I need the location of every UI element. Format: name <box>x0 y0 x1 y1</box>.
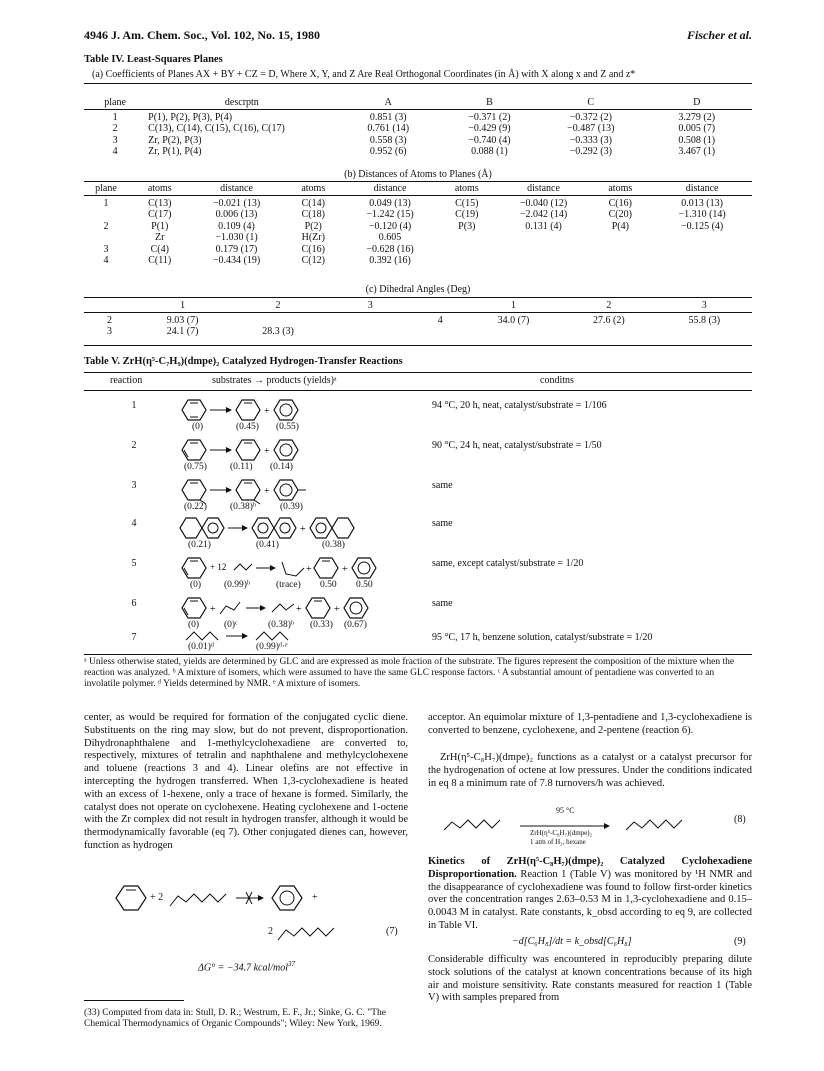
equation-8-conditions: 1 atm of H₂, hexane <box>530 838 586 846</box>
table-cell: C(11) <box>148 255 172 266</box>
table-cell: 24.1 (7) <box>166 326 199 337</box>
equation-7-deltaG: ΔG° = −34.7 kcal/mol$^{37}$ <box>198 960 296 974</box>
table-cell <box>499 255 589 267</box>
table-cell: 0.761 (14) <box>367 123 410 134</box>
table-cell: P(4) <box>611 220 629 232</box>
table-cell <box>84 209 128 221</box>
table-cell: 0.005 (7) <box>678 123 716 134</box>
table-cell: 2 <box>112 123 118 134</box>
table-cell: 3 <box>103 243 109 255</box>
equation-8-catalyst: ZrH(η⁵-C₈H₇)(dmpe)₂ <box>530 829 593 837</box>
table-cell: C(18) <box>301 209 325 220</box>
table-cell: C(16) <box>301 243 325 255</box>
table-cell <box>84 232 128 244</box>
table-row <box>84 198 752 210</box>
table-row <box>84 135 752 147</box>
table-cell: P(1) <box>151 220 169 232</box>
column-header: plane <box>95 183 117 194</box>
table-cell: 55.8 (3) <box>688 314 721 326</box>
table-cell: C(17) <box>148 209 172 220</box>
footnote-rule <box>84 1000 184 1001</box>
column-header: distance <box>220 183 253 194</box>
table-cell: −1.310 (14) <box>678 209 726 220</box>
footnote-33: (33) Computed from data in: Stull, D. R.; Westrum, E. F., Jr.; Sinke, G. C. "The Chemical Thermodynamics of Organic Compounds"; Wiley: New York, 1969. <box>84 1008 386 1029</box>
table5-header-conditions: conditns <box>540 375 574 386</box>
table5-header-reaction: reaction <box>110 375 143 386</box>
table4-partB <box>84 183 752 267</box>
table-cell <box>588 255 652 267</box>
svg-text:+: + <box>264 486 270 497</box>
table-cell: C(19) <box>455 209 479 220</box>
column-header <box>84 300 135 312</box>
table-cell: 0.013 (13) <box>681 197 723 209</box>
table-cell <box>588 244 652 256</box>
column-header: distance <box>685 183 719 194</box>
table-cell <box>435 255 499 267</box>
right-column-paragraph-1: acceptor. An equimolar mixture of 1,3-pentadiene and 1,3-cyclohexadiene is converted to benzene, cyclohexene, and 2-pentene (reaction 6). <box>428 712 752 736</box>
rule <box>84 654 752 655</box>
table-cell: −0.434 (19) <box>212 255 261 266</box>
table-cell: −0.372 (2) <box>569 111 612 123</box>
reaction-row-3: 3 + (0.22) (0.38)ᵇ (0.39) same <box>84 476 752 516</box>
reaction-row-2: 2 + (0.75) (0.11) (0.14) 90 °C, 24 h, neat, catalyst/substrate = 1/50 <box>84 436 752 476</box>
table-cell: 27.6 (2) <box>593 314 625 326</box>
table-cell: 0.605 <box>378 232 402 243</box>
table-cell: 4 <box>112 146 118 157</box>
reaction-5-scheme <box>176 554 426 584</box>
rule <box>84 345 752 346</box>
column-header: atoms <box>454 183 479 194</box>
table-row <box>84 123 752 135</box>
table-row <box>84 146 752 158</box>
table-cell: −0.292 (3) <box>569 146 612 157</box>
reaction-2-scheme <box>176 436 416 466</box>
rule <box>84 390 752 391</box>
svg-text:+: + <box>334 604 340 615</box>
svg-text:+: + <box>306 564 312 575</box>
equation-7-coefficient: + 2 <box>150 892 164 903</box>
section-heading: Kinetics of ZrH(η⁵-C₈H₇)(dmpe)₂ Catalyzed Cyclohexadiene Disproportionation. <box>428 856 752 880</box>
table-cell: 0.851 (3) <box>369 111 407 123</box>
equation-9: −d[C₆H₈]/dt = k_obsd[C₆H₈] <box>512 936 632 947</box>
column-header: 3 <box>701 300 707 311</box>
table-cell: 0.131 (4) <box>525 220 562 232</box>
table-row <box>84 112 752 124</box>
table-cell: P(3) <box>458 220 476 232</box>
table-row <box>84 221 752 233</box>
table-cell: C(13) <box>148 197 172 209</box>
table-cell: P(2) <box>304 220 322 232</box>
table-cell: C(14) <box>301 197 325 209</box>
table-cell: 3 <box>106 326 112 337</box>
table-cell: 0.558 (3) <box>369 134 407 146</box>
rule <box>84 372 752 373</box>
table-cell: −1.030 (1) <box>215 232 258 243</box>
right-column-paragraph-2: ZrH(η⁵-C₈H₇)(dmpe)₂ functions as a catalyst or a catalyst precursor for the hydrogenation of octene at low pressures. Under the conditions indicated in eq 8 a minimum rate of 7.8 turnovers/h was achieved. <box>428 752 752 789</box>
column-header: distance <box>373 183 407 194</box>
table-cell <box>415 326 466 338</box>
table-cell <box>435 244 499 256</box>
rule <box>84 83 752 84</box>
table5-title: Table V. ZrH(η⁵-C₇H₉)(dmpe)₂ Catalyzed Hydrogen-Transfer Reactions <box>84 356 403 367</box>
equation-7-number: (7) <box>386 926 398 937</box>
column-header: 1 <box>510 300 516 311</box>
table-cell: C(13), C(14), C(15), C(16), C(17) <box>148 123 285 134</box>
rule <box>84 181 752 182</box>
column-header: B <box>486 97 493 108</box>
table-cell: 2 <box>106 314 112 326</box>
table-row <box>84 232 752 244</box>
reaction-row-1: 1 + (0) (0.45) (0.55) 94 °C, 20 h, neat, catalyst/substrate = 1/106 <box>84 396 752 436</box>
table-cell <box>499 244 589 256</box>
table4-partA <box>84 97 752 158</box>
rule <box>84 297 752 298</box>
table-cell: 9.03 (7) <box>166 314 199 326</box>
table-cell <box>588 232 652 244</box>
table-cell: 0.508 (1) <box>678 134 716 146</box>
table-cell: −0.021 (13) <box>212 197 261 209</box>
table-cell: 1 <box>112 111 118 123</box>
table-header-row <box>84 300 752 312</box>
table-cell: −0.333 (3) <box>569 134 612 146</box>
table-cell: 28.3 (3) <box>262 326 294 337</box>
equation-7-scheme <box>110 880 410 950</box>
table-cell <box>657 326 752 338</box>
reaction-row-6: 6 + + + (0) (0)ᶜ (0.38)ᵇ (0.33) (0.67) same <box>84 594 752 634</box>
table-cell: −0.040 (12) <box>519 197 568 209</box>
column-header: A <box>384 97 392 108</box>
left-column-paragraph: center, as would be required for formation of the conjugated cyclic diene. Substituents on the ring may slow, but do not prevent, disproportionation. Dihydronaphthalene and 1-methylcyclohexadiene are converted to, respectively, mixtures of tetralin and naphthalene and methylcyclohexene and toluene (reactions 3 and 4). Linear olefins are not effective in intercepting the hydrogen transferred. When 1,3-cyclohexadiene is heated with an excess of 1-hexene, only a trace of hexane is formed. Similarly, the catalyst does not operate on cyclohexene. Heating cyclohexene and 1-octene with the Zr complex did not result in hydrogen transfer, although it would be thermodynamically favorable (eq 7). Other conjugated dienes can, however, function as hydrogen <box>84 712 408 851</box>
table-row <box>84 209 752 221</box>
table-cell: −0.487 (13) <box>567 123 615 134</box>
column-header: plane <box>104 97 126 108</box>
table-cell: 2 <box>103 220 109 232</box>
column-header: distance <box>527 183 560 194</box>
page-header <box>84 28 752 44</box>
reaction-row-5: 5 + 12 + + (0) (0.99)ᵇ (trace) 0.50 0.50 same, except catalyst/substrate = 1/20 <box>84 554 752 594</box>
column-header: 3 <box>367 300 373 311</box>
table-cell: −0.740 (4) <box>468 134 511 146</box>
table-cell <box>326 315 415 327</box>
equation-9-number: (9) <box>734 936 746 947</box>
table-cell: 0.179 (17) <box>215 243 258 255</box>
reaction-conditions: 94 °C, 20 h, neat, catalyst/substrate = 1/106 <box>432 400 607 411</box>
reaction-6-scheme <box>176 594 426 624</box>
table-cell: 34.0 (7) <box>497 314 530 326</box>
table-cell <box>652 232 752 244</box>
equation-7-plus: + <box>312 892 318 903</box>
column-header: D <box>693 97 701 108</box>
table-cell: C(12) <box>301 255 325 266</box>
table-cell: 0.952 (6) <box>369 146 407 157</box>
table4-partB-title: (b) Distances of Atoms to Planes (Å) <box>344 169 492 180</box>
table-cell: −0.429 (9) <box>468 123 511 134</box>
reaction-row-4: 4 + (0.21) (0.41) (0.38) same <box>84 514 752 554</box>
journal-citation: 4946 J. Am. Chem. Soc., Vol. 102, No. 15, 1980 <box>84 28 321 42</box>
table-cell: 4 <box>437 314 443 326</box>
table-cell: 0.049 (13) <box>369 197 411 209</box>
table-cell: 0.006 (13) <box>215 209 258 220</box>
table4-title: Table IV. Least-Squares Planes <box>84 54 223 65</box>
svg-text:+: + <box>342 564 348 575</box>
table-cell <box>435 232 499 244</box>
table-cell: Zr, P(1), P(4) <box>148 146 202 157</box>
kinetics-section <box>428 856 752 933</box>
table-cell: −0.371 (2) <box>468 111 511 123</box>
column-header: 1 <box>180 300 186 311</box>
table-cell: −1.242 (15) <box>366 209 414 220</box>
table-cell: 0.392 (16) <box>369 255 411 266</box>
svg-text:+: + <box>300 524 306 535</box>
svg-text:+: + <box>296 604 302 615</box>
table-cell: 0.109 (4) <box>218 220 255 232</box>
table-cell: 4 <box>103 255 109 266</box>
table-cell: −0.628 (16) <box>366 243 414 255</box>
table-cell: P(1), P(2), P(3), P(4) <box>148 111 233 123</box>
table-cell: 0.088 (1) <box>471 146 508 157</box>
column-header: descrptn <box>224 97 259 108</box>
svg-text:+: + <box>264 406 270 417</box>
table-cell <box>652 244 752 256</box>
table-cell <box>230 315 325 327</box>
table-cell: −0.125 (4) <box>680 220 724 232</box>
table-cell: H(Zr) <box>301 232 325 243</box>
reaction-row-7: 7 (0.01)ᵈ (0.99)ᵈ·ᵉ 95 °C, 17 h, benzene solution, catalyst/substrate = 1/20 <box>84 628 752 654</box>
column-header: atoms <box>301 183 326 194</box>
table5-header-substrates: substrates → products (yields)ᵃ <box>212 375 337 386</box>
reaction-4-scheme <box>176 514 436 544</box>
table-cell: C(16) <box>608 197 632 209</box>
table-row <box>84 326 752 338</box>
column-header: atoms <box>608 183 633 194</box>
table-row <box>84 315 752 327</box>
table-cell: 3.467 (1) <box>678 146 716 157</box>
table-row <box>84 244 752 256</box>
table4-partC-title: (c) Dihedral Angles (Deg) <box>365 284 471 295</box>
svg-text:+ 12: + 12 <box>210 562 227 572</box>
table-cell <box>652 255 752 267</box>
table-cell: Zr, P(2), P(3) <box>148 134 202 146</box>
column-header: 2 <box>606 300 612 311</box>
column-header: atoms <box>147 183 172 194</box>
equation-8-temperature: 95 °C <box>556 806 575 815</box>
table-cell: C(20) <box>608 209 632 220</box>
table-cell: C(4) <box>150 243 169 255</box>
table-cell <box>466 326 561 338</box>
table-cell <box>499 232 589 244</box>
table4-partA-title: (a) Coefficients of Planes AX + BY + CZ = D, Where X, Y, and Z Are Real Orthogonal Coordinates (in Å) with X along x and Z and z* <box>92 69 636 80</box>
table-cell: C(15) <box>455 197 479 209</box>
table-header-row <box>84 183 752 195</box>
svg-text:+: + <box>210 604 216 615</box>
table-cell: 3.279 (2) <box>678 111 716 123</box>
column-header: 2 <box>275 300 281 311</box>
table-row <box>84 255 752 267</box>
equation-7-coefficient-2: 2 <box>268 926 273 937</box>
authors: Fischer et al. <box>687 28 752 42</box>
table-cell: Zr <box>155 232 165 243</box>
column-header: C <box>587 97 595 108</box>
reaction-number: 1 <box>131 400 137 411</box>
equation-8-number: (8) <box>734 814 746 825</box>
table4-partC <box>84 300 752 338</box>
table-cell: 3 <box>112 134 118 146</box>
right-column-paragraph-4: Considerable difficulty was encountered in reproducibly preparing dilute stock solutions of the catalyst at known concentrations because of its high air and moisture sensitivity. Rate constants measured for reaction 1 (Table V) with samples prepared from <box>428 954 752 1004</box>
table-cell <box>561 326 656 338</box>
table-cell: −2.042 (14) <box>519 209 568 220</box>
table-header-row <box>84 97 752 109</box>
table5-footnote: ᵃ Unless otherwise stated, yields are determined by GLC and are expressed as mole fraction of the substrate. The figures represent the composition of the mixture when the reaction was analyzed. ᵇ A mixture of isomers, which were assumed to have the same GLC response factors. ᶜ A substantial amount of pentadiene was converted to an involatile polymer. ᵈ Yields determined by NMR. ᵉ A mixture of isomers. <box>84 657 735 689</box>
table-cell: −0.120 (4) <box>368 220 412 232</box>
table-cell: 1 <box>103 197 109 209</box>
column-header <box>415 300 466 312</box>
svg-text:+: + <box>264 446 270 457</box>
table-cell <box>326 326 415 338</box>
right-column-paragraph-3: Reaction 1 (Table V) was monitored by ¹H NMR and the disappearance of cyclohexadiene was found to follow first-order kinetics over the concentration ranges 2.63–0.53 M in 1,3-cyclohexadiene and 0.15–0.0043 M in catalyst. Rate constants, k_obsd according to eq 9, are collected in Table VI. <box>428 868 752 931</box>
